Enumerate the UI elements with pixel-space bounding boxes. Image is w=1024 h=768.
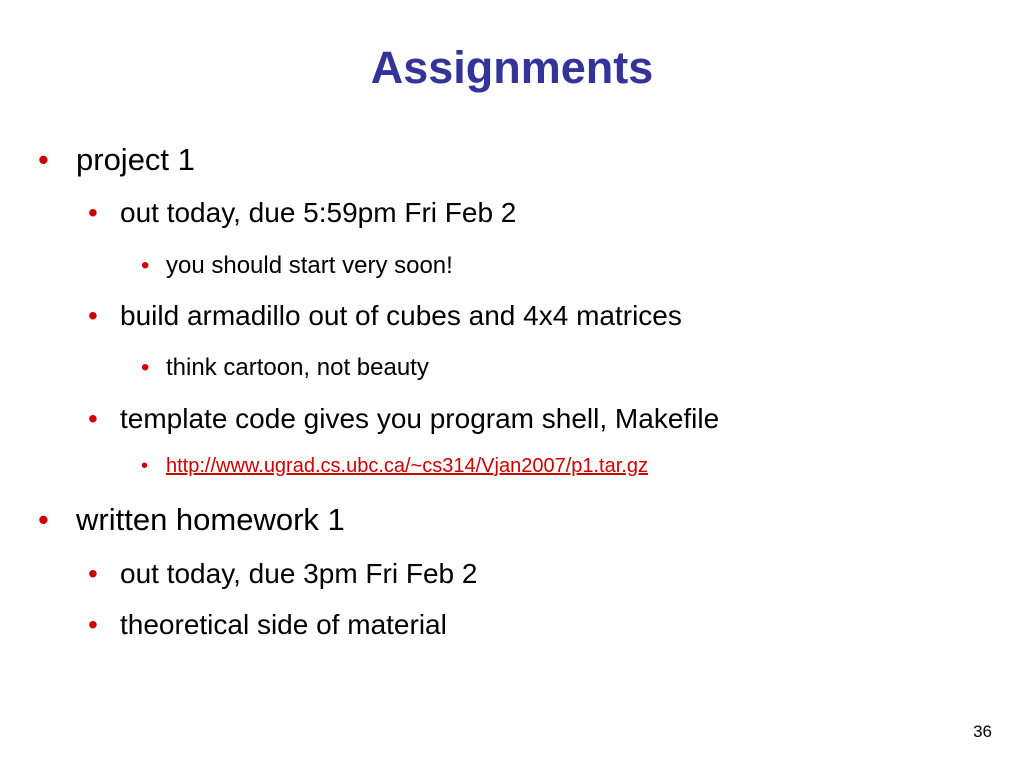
bullet-project-due: out today, due 5:59pm Fri Feb 2	[120, 197, 517, 228]
bullet-homework-due: out today, due 3pm Fri Feb 2	[120, 558, 478, 589]
bullet-template: template code gives you program shell, Makefile	[120, 403, 720, 434]
bullet-marker: •	[141, 455, 149, 477]
bullet-marker: •	[141, 252, 150, 279]
bullet-marker: •	[88, 403, 98, 434]
bullet-marker: •	[88, 300, 98, 331]
page-number: 36	[973, 722, 992, 741]
bullet-marker: •	[141, 354, 150, 381]
bullet-project: project 1	[76, 142, 195, 177]
bullet-marker: •	[88, 609, 98, 640]
bullet-start-soon: you should start very soon!	[166, 252, 453, 279]
bullet-armadillo: build armadillo out of cubes and 4x4 matrices	[120, 300, 682, 331]
bullet-marker: •	[38, 142, 49, 177]
bullet-marker: •	[38, 502, 49, 537]
bullet-homework: written homework 1	[76, 502, 345, 537]
bullet-theoretical: theoretical side of material	[120, 609, 447, 640]
template-download-link[interactable]: http://www.ugrad.cs.ubc.ca/~cs314/Vjan2007/p1.tar.gz	[166, 455, 648, 477]
bullet-marker: •	[88, 197, 98, 228]
slide-title: Assignments	[370, 42, 654, 93]
bullet-marker: •	[88, 558, 98, 589]
bullet-cartoon: think cartoon, not beauty	[166, 354, 429, 381]
template-link-line	[166, 453, 648, 479]
